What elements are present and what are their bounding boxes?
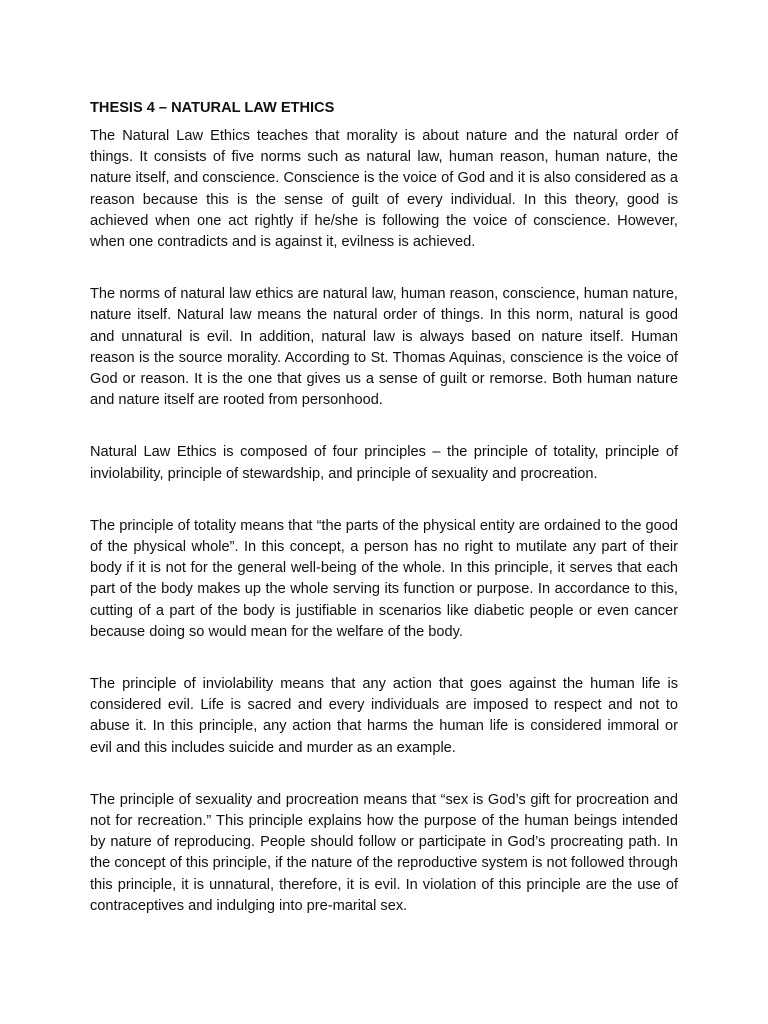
paragraph-sexuality-procreation: The principle of sexuality and procreation means that “sex is God’s gift for procreation and not for recreation.” This principle explains how the purpose of the human beings intended by nature of reproducing. People should follow or participate in God’s procreating path. In the concept of this principle, if the nature of the reproductive system is not followed through this principle, it is unnatural, therefore, it is evil. In violation of this principle are the use of contraceptives and indulging into pre-marital sex. (90, 791, 678, 914)
paragraph-norms: The norms of natural law ethics are natural law, human reason, conscience, human nature, nature itself. Natural law means the natural order of things. In this norm, natural is good and unnatural is evil. In addition, natural law is always based on nature itself. Human reason is the source morality. According to St. Thomas Aquinas, conscience is the voice of God or reason. It is the one that gives us a sense of guilt or remorse. Both human nature and nature itself are rooted from personhood. (90, 286, 678, 409)
paragraph-inviolability: The principle of inviolability means that any action that goes against the human life is considered evil. Life is sacred and every individuals are imposed to respect and not to abuse it. In this principle, any action that harms the human life is considered immoral or evil and this includes suicide and murder as an example. (90, 676, 678, 756)
paragraph-intro: The Natural Law Ethics teaches that morality is about nature and the natural order of things. It consists of five norms such as natural law, human reason, human nature, the nature itself, and conscience. Conscience is the voice of God and it is also considered as a reason because this is the sense of guilt of every individual. In this theory, good is achieved when one act rightly if he/she is following the voice of conscience. However, when one contradicts and is against it, evilness is achieved. (90, 128, 678, 251)
paragraph-totality: The principle of totality means that “the parts of the physical entity are ordained to the good of the physical whole”. In this concept, a person has no right to mutilate any part of their body if it is not for the general well-being of the whole. In this principle, it serves that each part of the body makes up the whole serving its function or purpose. In accordance to this, cutting of a part of the body is justifiable in scenarios like diabetic people or even cancer because doing so would mean for the welfare of the body. (90, 517, 678, 640)
paragraph-principles: Natural Law Ethics is composed of four principles – the principle of totality, principle of inviolability, principle of stewardship, and principle of sexuality and procreation. (90, 444, 678, 482)
document-title: THESIS 4 – NATURAL LAW ETHICS (90, 100, 335, 116)
document-page (90, 98, 678, 917)
